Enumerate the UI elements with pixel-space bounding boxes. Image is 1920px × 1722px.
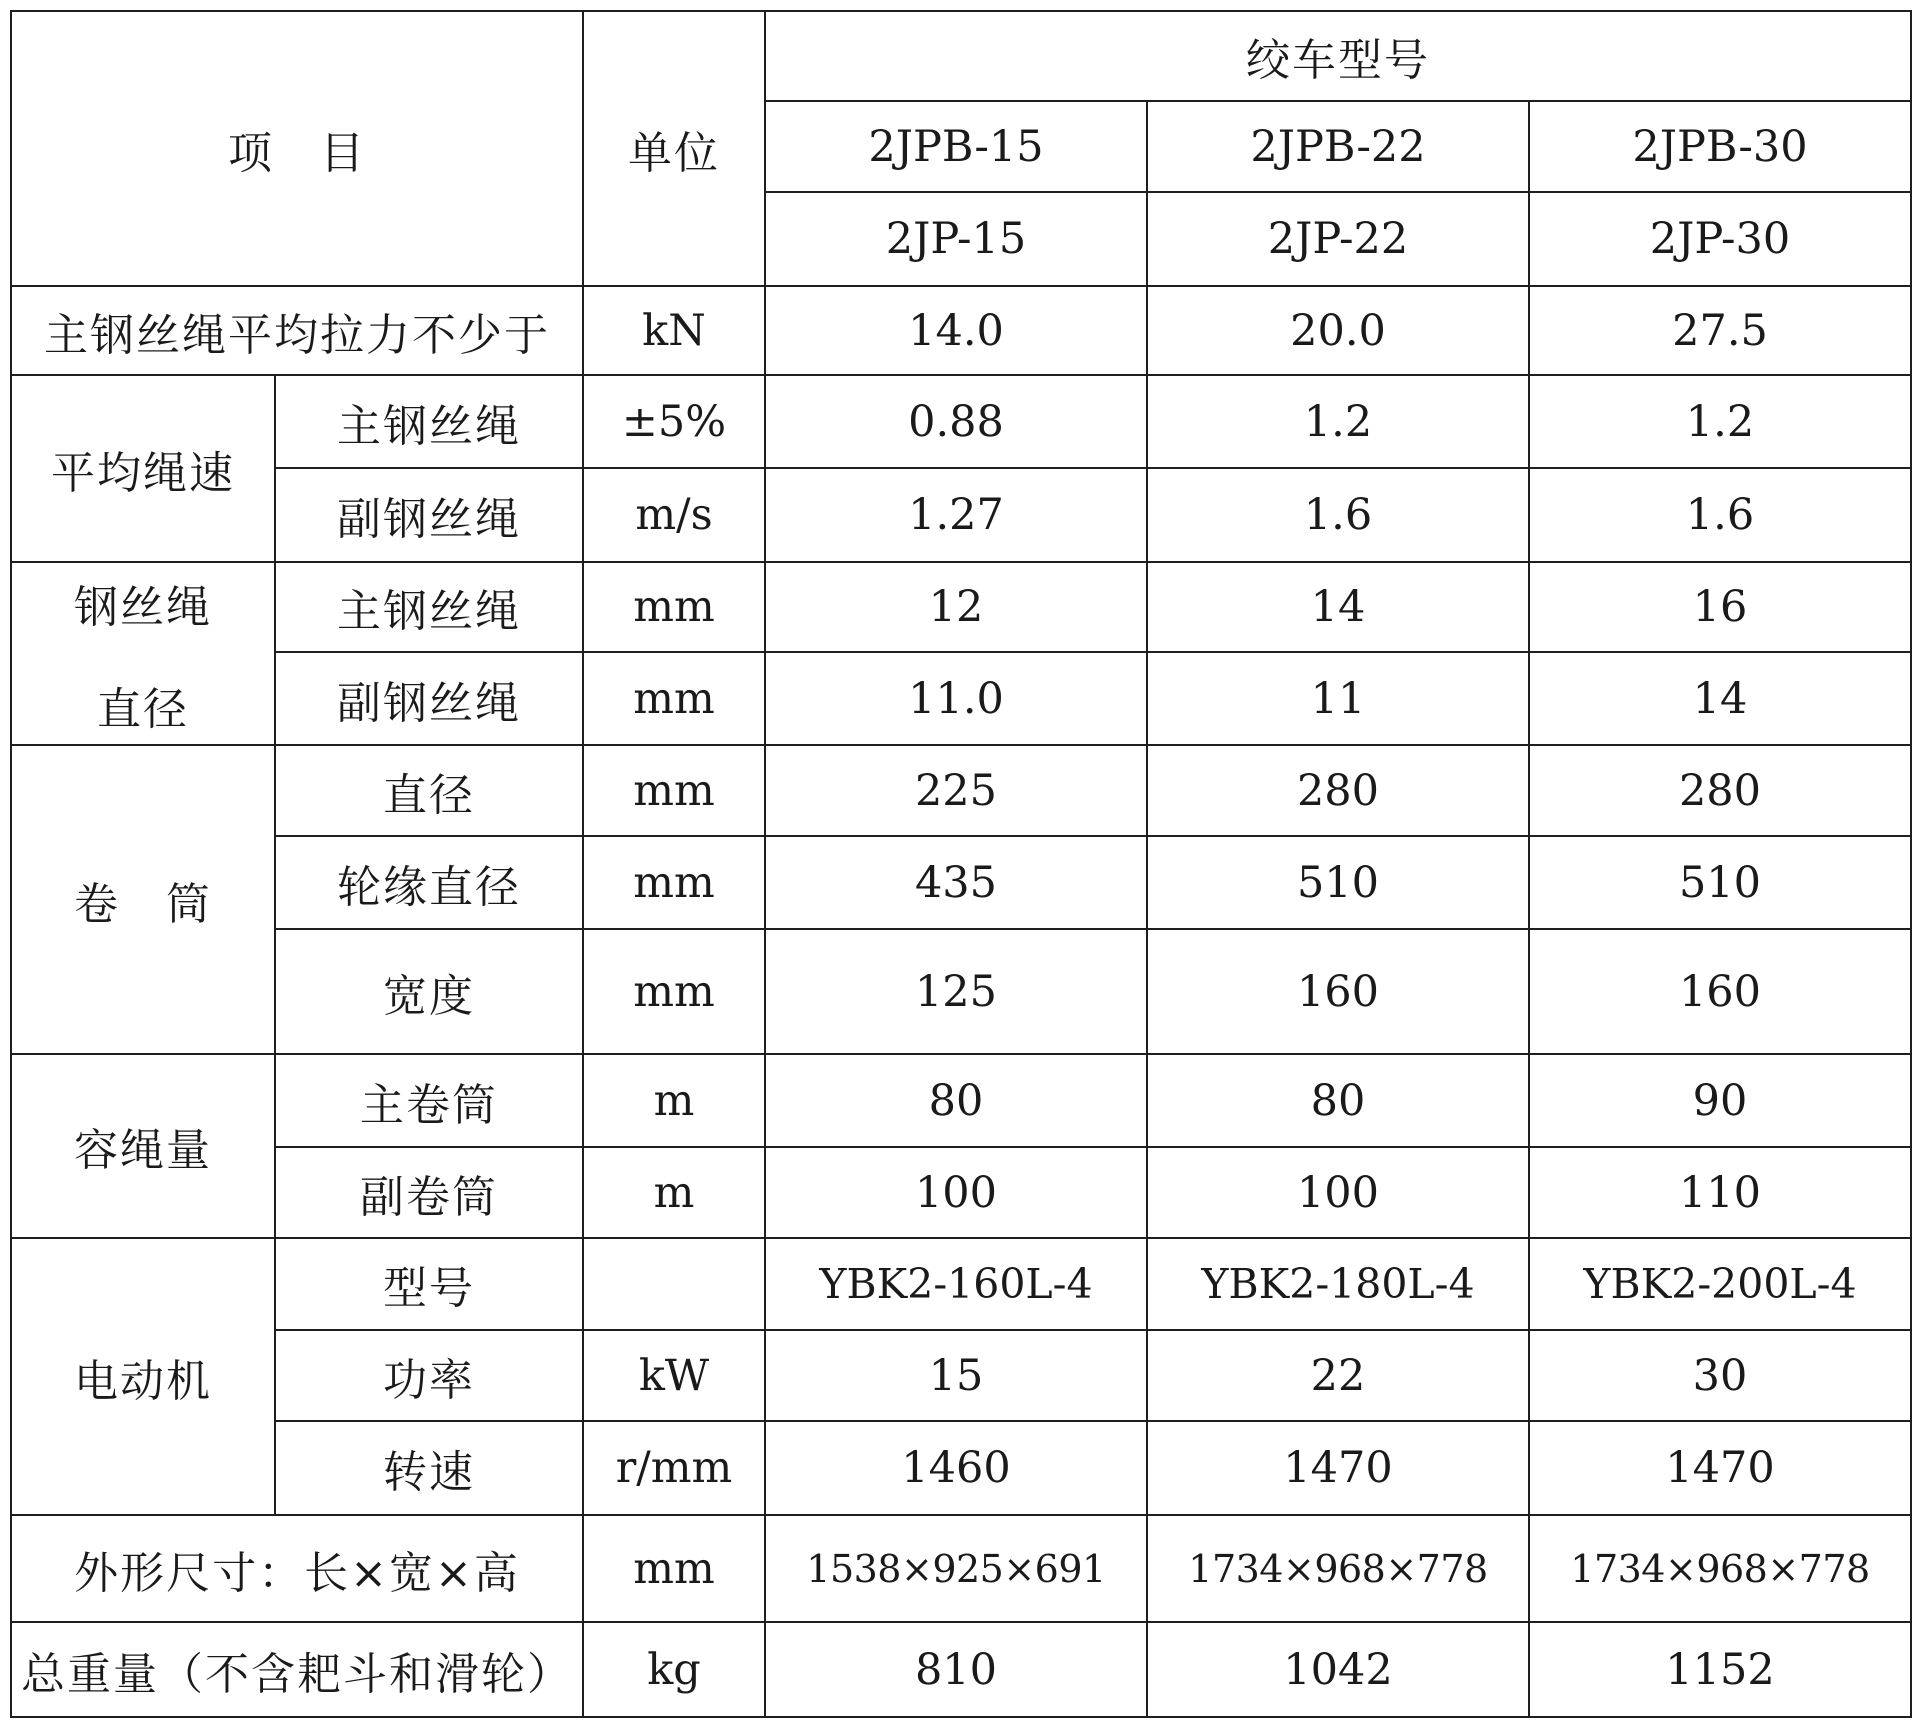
drum-group-label: 卷 筒 xyxy=(11,745,275,1054)
weight-label: 总重量（不含耙斗和滑轮） xyxy=(11,1622,583,1717)
row-rope-dia-main xyxy=(11,562,1911,652)
rope-dia-aux-value: 14 xyxy=(1529,652,1911,745)
capacity-aux-label: 副卷筒 xyxy=(275,1147,583,1238)
pull-value: 14.0 xyxy=(765,286,1147,375)
motor-speed-unit: r/mm xyxy=(583,1421,765,1515)
capacity-main-unit: m xyxy=(583,1054,765,1147)
rope-dia-group-label xyxy=(11,562,275,745)
dims-label: 外形尺寸：长×宽×高 xyxy=(11,1515,583,1622)
header-row-1 xyxy=(11,11,1911,101)
capacity-main-value: 90 xyxy=(1529,1054,1911,1147)
rope-dia-aux-value: 11 xyxy=(1147,652,1529,745)
drum-diameter-label: 直径 xyxy=(275,745,583,836)
row-drum-rim xyxy=(11,836,1911,929)
row-dims xyxy=(11,1515,1911,1622)
capacity-group-label: 容绳量 xyxy=(11,1054,275,1238)
weight-value: 1152 xyxy=(1529,1622,1911,1717)
motor-model-value: YBK2-160L-4 xyxy=(765,1238,1147,1330)
header-model-group: 绞车型号 xyxy=(765,11,1911,101)
row-capacity-main xyxy=(11,1054,1911,1147)
speed-main-value: 1.2 xyxy=(1529,375,1911,468)
row-drum-diameter xyxy=(11,745,1911,836)
capacity-main-value: 80 xyxy=(1147,1054,1529,1147)
drum-rim-value: 510 xyxy=(1529,836,1911,929)
speed-unit: m/s xyxy=(583,468,765,562)
rope-dia-main-value: 12 xyxy=(765,562,1147,652)
drum-rim-unit: mm xyxy=(583,836,765,929)
row-weight xyxy=(11,1622,1911,1717)
model-2jp-15: 2JP-15 xyxy=(765,192,1147,286)
drum-width-value: 160 xyxy=(1529,929,1911,1054)
row-motor-speed xyxy=(11,1421,1911,1515)
speed-aux-label: 副钢丝绳 xyxy=(275,468,583,562)
dims-value: 1734×968×778 xyxy=(1529,1515,1911,1622)
rope-dia-group-line1: 钢丝绳 xyxy=(74,581,212,633)
speed-unit-tolerance: ±5% xyxy=(583,375,765,468)
rope-dia-aux-label: 副钢丝绳 xyxy=(275,652,583,745)
rope-dia-aux-value: 11.0 xyxy=(765,652,1147,745)
rope-dia-main-value: 16 xyxy=(1529,562,1911,652)
rope-dia-main-label: 主钢丝绳 xyxy=(275,562,583,652)
pull-unit: kN xyxy=(583,286,765,375)
motor-power-value: 22 xyxy=(1147,1330,1529,1421)
pull-value: 20.0 xyxy=(1147,286,1529,375)
dims-value: 1734×968×778 xyxy=(1147,1515,1529,1622)
motor-group-label: 电动机 xyxy=(11,1238,275,1515)
capacity-aux-value: 100 xyxy=(1147,1147,1529,1238)
motor-power-label: 功率 xyxy=(275,1330,583,1421)
motor-model-value: YBK2-200L-4 xyxy=(1529,1238,1911,1330)
drum-diameter-value: 225 xyxy=(765,745,1147,836)
capacity-aux-unit: m xyxy=(583,1147,765,1238)
drum-width-unit: mm xyxy=(583,929,765,1054)
drum-diameter-value: 280 xyxy=(1147,745,1529,836)
drum-rim-value: 510 xyxy=(1147,836,1529,929)
speed-group-label: 平均绳速 xyxy=(11,375,275,562)
motor-model-value: YBK2-180L-4 xyxy=(1147,1238,1529,1330)
drum-rim-label: 轮缘直径 xyxy=(275,836,583,929)
rope-dia-main-unit: mm xyxy=(583,562,765,652)
drum-diameter-unit: mm xyxy=(583,745,765,836)
motor-model-unit xyxy=(583,1238,765,1330)
model-2jpb-15: 2JPB-15 xyxy=(765,101,1147,192)
model-2jp-22: 2JP-22 xyxy=(1147,192,1529,286)
row-drum-width xyxy=(11,929,1911,1054)
capacity-aux-value: 110 xyxy=(1529,1147,1911,1238)
motor-speed-value: 1460 xyxy=(765,1421,1147,1515)
row-speed-main xyxy=(11,375,1911,468)
row-motor-power xyxy=(11,1330,1911,1421)
motor-power-value: 30 xyxy=(1529,1330,1911,1421)
winch-spec-table xyxy=(10,10,1912,1718)
drum-rim-value: 435 xyxy=(765,836,1147,929)
row-pull xyxy=(11,286,1911,375)
pull-value: 27.5 xyxy=(1529,286,1911,375)
speed-aux-value: 1.27 xyxy=(765,468,1147,562)
capacity-main-value: 80 xyxy=(765,1054,1147,1147)
motor-speed-value: 1470 xyxy=(1529,1421,1911,1515)
rope-dia-group-line2: 直径 xyxy=(97,683,189,735)
row-capacity-aux xyxy=(11,1147,1911,1238)
weight-value: 810 xyxy=(765,1622,1147,1717)
weight-unit: kg xyxy=(583,1622,765,1717)
dims-unit: mm xyxy=(583,1515,765,1622)
motor-speed-value: 1470 xyxy=(1147,1421,1529,1515)
drum-width-value: 125 xyxy=(765,929,1147,1054)
model-2jp-30: 2JP-30 xyxy=(1529,192,1911,286)
model-2jpb-22: 2JPB-22 xyxy=(1147,101,1529,192)
model-2jpb-30: 2JPB-30 xyxy=(1529,101,1911,192)
capacity-main-label: 主卷筒 xyxy=(275,1054,583,1147)
drum-width-label: 宽度 xyxy=(275,929,583,1054)
dims-value: 1538×925×691 xyxy=(765,1515,1147,1622)
motor-speed-label: 转速 xyxy=(275,1421,583,1515)
capacity-aux-value: 100 xyxy=(765,1147,1147,1238)
row-rope-dia-aux xyxy=(11,652,1911,745)
header-item: 项 目 xyxy=(11,11,583,286)
motor-model-label: 型号 xyxy=(275,1238,583,1330)
drum-width-value: 160 xyxy=(1147,929,1529,1054)
speed-main-value: 0.88 xyxy=(765,375,1147,468)
rope-dia-aux-unit: mm xyxy=(583,652,765,745)
speed-main-value: 1.2 xyxy=(1147,375,1529,468)
weight-value: 1042 xyxy=(1147,1622,1529,1717)
speed-aux-value: 1.6 xyxy=(1147,468,1529,562)
row-motor-model xyxy=(11,1238,1911,1330)
motor-power-unit: kW xyxy=(583,1330,765,1421)
speed-main-label: 主钢丝绳 xyxy=(275,375,583,468)
pull-label: 主钢丝绳平均拉力不少于 xyxy=(11,286,583,375)
drum-diameter-value: 280 xyxy=(1529,745,1911,836)
speed-aux-value: 1.6 xyxy=(1529,468,1911,562)
row-speed-aux xyxy=(11,468,1911,562)
motor-power-value: 15 xyxy=(765,1330,1147,1421)
header-unit: 单位 xyxy=(583,11,765,286)
rope-dia-main-value: 14 xyxy=(1147,562,1529,652)
